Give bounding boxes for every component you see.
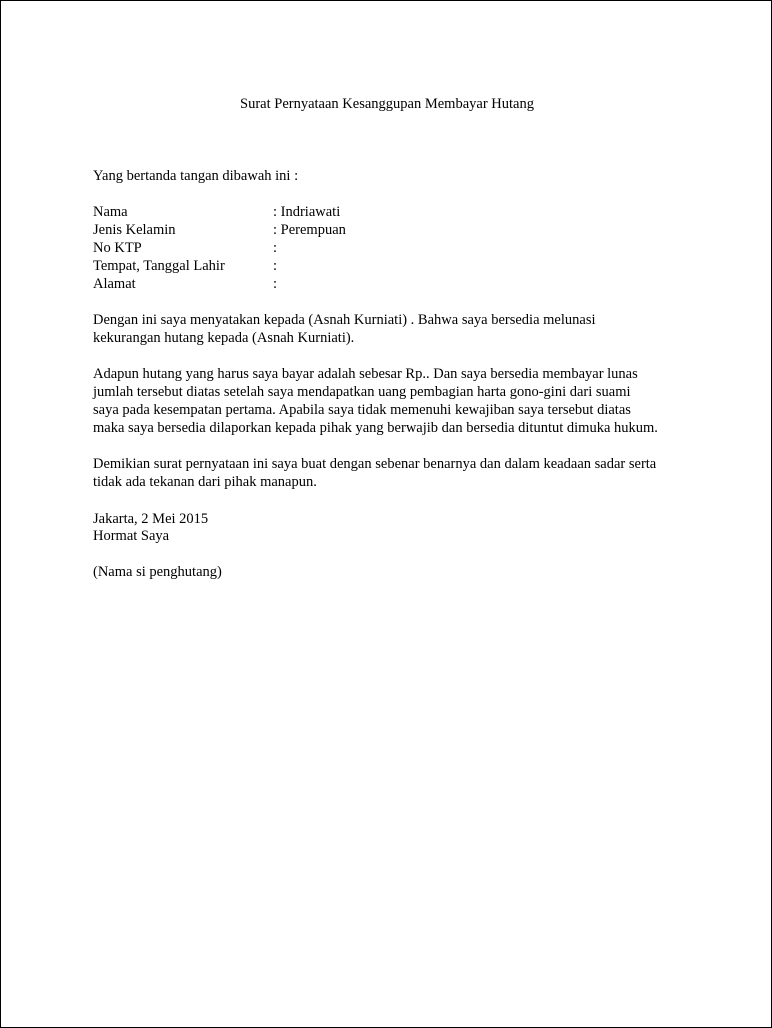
field-value: :	[273, 240, 278, 256]
paragraph-line: Dengan ini saya menyatakan kepada (Asnah Kurniati) . Bahwa saya bersedia melunasi	[93, 312, 596, 328]
field-label: Nama	[93, 204, 128, 220]
closing-paragraph	[93, 455, 693, 491]
field-value: :	[273, 276, 278, 292]
field-label: Alamat	[93, 276, 136, 292]
signature-name: (Nama si penghutang)	[93, 564, 222, 580]
field-value: : Indriawati	[273, 204, 341, 220]
field-label: No KTP	[93, 240, 142, 256]
place-date: Jakarta, 2 Mei 2015	[93, 511, 209, 527]
field-value: : Perempuan	[273, 222, 346, 238]
intro-text: Yang bertanda tangan dibawah ini :	[93, 168, 299, 184]
paragraph-line: jumlah tersebut diatas setelah saya mendapatkan uang pembagian harta gono-gini dari suami	[93, 384, 631, 400]
paragraph-line: Adapun hutang yang harus saya bayar adalah sebesar Rp.. Dan saya bersedia membayar lunas	[93, 366, 638, 382]
paragraph-line: maka saya bersedia dilaporkan kepada pihak yang berwajib dan bersedia dituntut dimuka hukum.	[93, 420, 658, 436]
paragraph-line: saya pada kesempatan pertama. Apabila saya tidak memenuhi kewajiban saya tersebut diatas	[93, 402, 631, 418]
field-value: :	[273, 258, 278, 274]
regards-text: Hormat Saya	[93, 528, 170, 544]
statement-paragraph	[93, 311, 693, 347]
debt-terms-paragraph	[93, 365, 693, 437]
paragraph-line: tidak ada tekanan dari pihak manapun.	[93, 474, 317, 490]
field-label: Jenis Kelamin	[93, 222, 176, 238]
field-label: Tempat, Tanggal Lahir	[93, 258, 225, 274]
paragraph-line: Demikian surat pernyataan ini saya buat dengan sebenar benarnya dan dalam keadaan sadar serta	[93, 456, 657, 472]
paragraph-line: kekurangan hutang kepada (Asnah Kurniati).	[93, 330, 355, 346]
document-title: Surat Pernyataan Kesanggupan Membayar Hutang	[240, 96, 534, 112]
